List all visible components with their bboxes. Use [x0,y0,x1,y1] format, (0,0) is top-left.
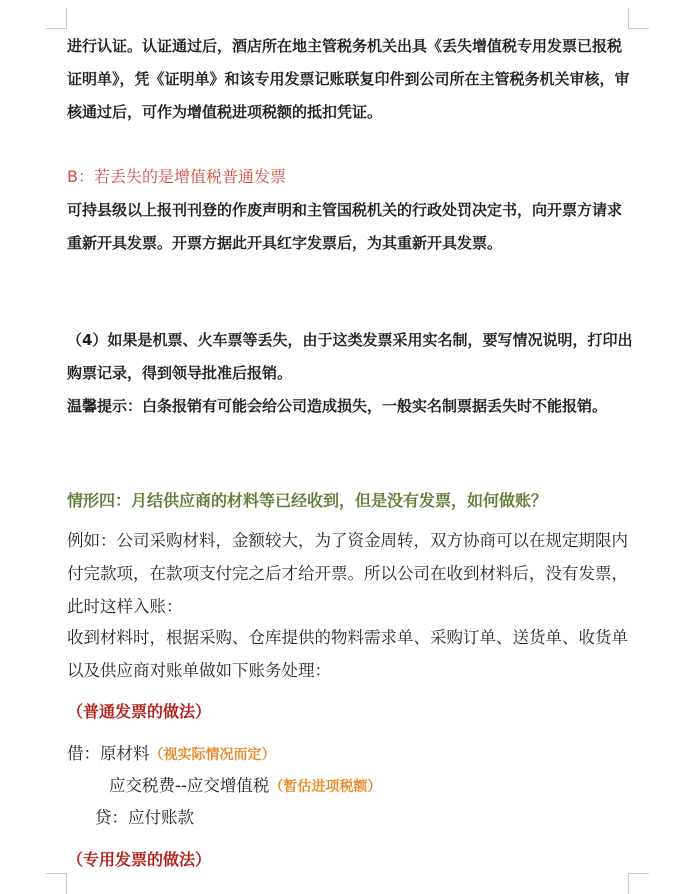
entry-debit-note: （视实际情况而定） [149,747,276,763]
entry-debit-label: 借：原材料 [67,744,150,763]
crop-mark-bottom-right [628,873,649,894]
entry-credit-line: 贷：应付账款 [95,808,194,827]
crop-mark-bottom-left [46,873,67,894]
entry-tax-note: （暂估进项税额） [269,779,382,795]
crop-mark-top-right [628,8,649,29]
crop-mark-top-left [46,8,67,29]
heading-special-invoice-method: （专用发票的做法） [67,850,212,869]
paragraph-general-invoice-steps: 可持县级以上报刊刊登的作废声明和主管国税机关的行政处罚决定书，向开票方请求重新开具发票。开票方据此开具红字发票后，为其重新开具发票。 [67,201,623,252]
heading-normal-invoice-method: （普通发票的做法） [67,702,212,721]
entry-tax-line [109,771,633,802]
entry-tax-label: 应交税费--应交增值税 [109,776,270,795]
paragraph-warm-tip: 温馨提示：白条报销有可能会给公司造成损失，一般实名制票据丢失时不能报销。 [67,397,608,415]
heading-scenario-four: 情形四：月结供应商的材料等已经收到，但是没有发票，如何做账？ [67,491,548,510]
entry-debit-line [67,739,633,770]
paragraph-receipt-process: 收到材料时，根据采购、仓库提供的物料需求单、采购订单、送货单、收货单以及供应商对账单做如下账务处理： [67,628,628,680]
heading-general-invoice-lost: B：若丢失的是增值税普通发票 [67,167,286,186]
paragraph-verification: 进行认证。认证通过后，酒店所在地主管税务机关出具《丢失增值税专用发票已报税证明单》，凭《证明单》和该专用发票记账联复印件到公司所在主管税务机关审核，审核通过后，可作为增值税进项税额的抵扣凭证。 [67,37,630,121]
paragraph-ticket-lost: （4）如果是机票、火车票等丢失，由于这类发票采用实名制，要写情况说明，打印出购票记录，得到领导批准后报销。 [67,331,633,382]
paragraph-example: 例如：公司采购材料，金额较大，为了资金周转，双方协商可以在规定期限内付完款项，在款项支付完之后才给开票。所以公司在收到材料后，没有发票，此时这样入账： [67,531,628,616]
